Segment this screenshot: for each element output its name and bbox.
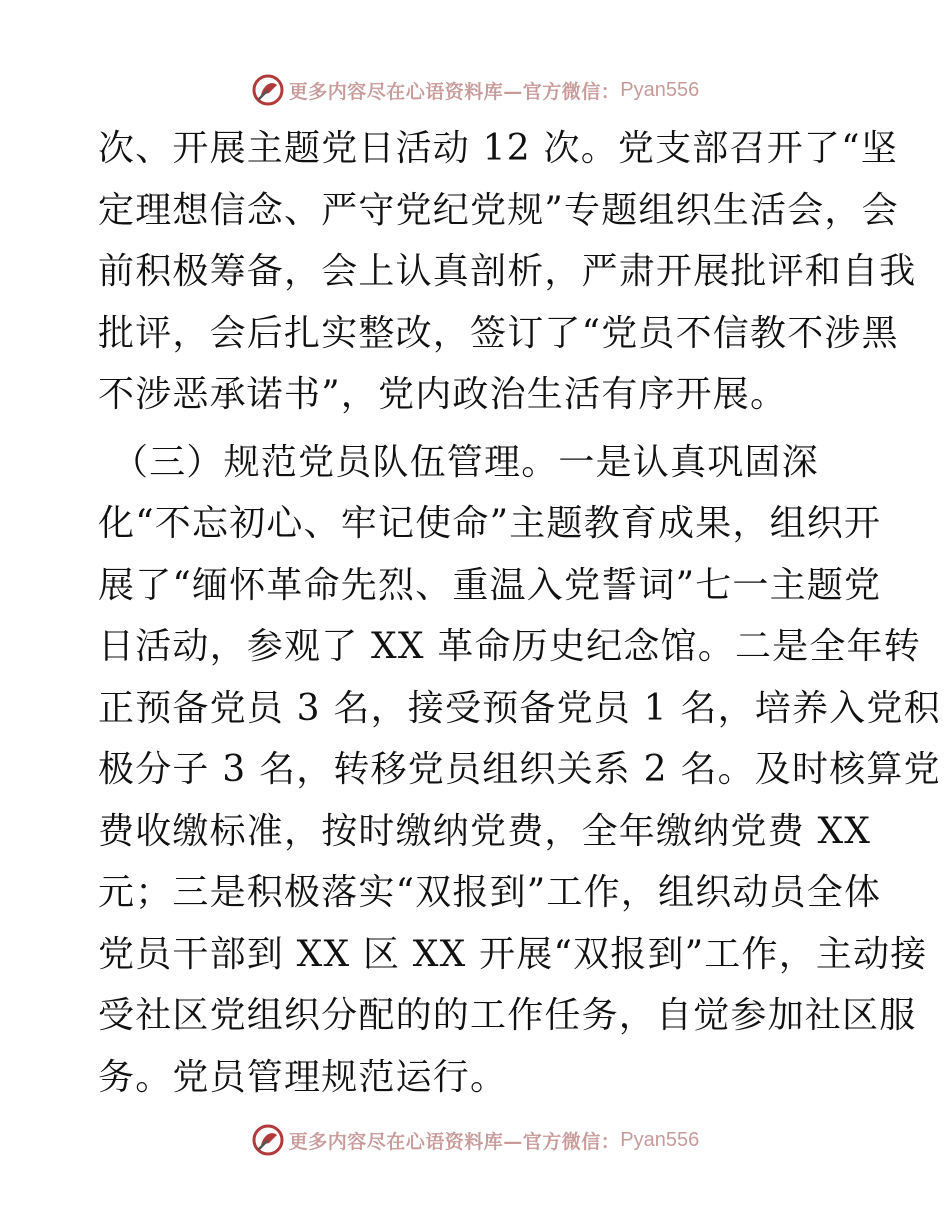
brand-logo-icon	[251, 73, 285, 107]
text-line: 元；三是积极落实“双报到”工作，组织动员全体	[98, 872, 882, 913]
text-line: 正预备党员 3 名，接受预备党员 1 名，培养入党积	[98, 687, 941, 729]
text-line: 极分子 3 名，转移党员组织关系 2 名。及时核算党	[98, 749, 941, 790]
paragraph-1	[98, 118, 917, 426]
watermark-text: 更多内容尽在心语资料库—官方微信：	[288, 80, 621, 103]
text-line: 不涉恶承诺书”，党内政治生活有序开展。	[98, 374, 788, 415]
section-heading-line: （三）规范党员队伍管理。一是认真巩固深	[112, 441, 819, 483]
brand-logo-icon	[251, 1123, 285, 1157]
text-line: 日活动，参观了 XX 革命历史纪念馆。二是全年转	[98, 626, 921, 667]
text-line: 党员干部到 XX 区 XX 开展“双报到”工作，主动接	[98, 933, 928, 975]
text-line: 批评，会后扎实整改，签订了“党员不信教不涉黑	[98, 312, 899, 354]
text-line: 前积极筹备，会上认真剖析，严肃开展批评和自我	[98, 251, 917, 292]
text-line: 受社区党组织分配的的工作任务，自觉参加社区服	[98, 995, 917, 1036]
text-line: 展了“缅怀革命先烈、重温入党誓词”七一主题党	[98, 564, 882, 606]
text-line: 次、开展主题党日活动 12 次。党支部召开了“坚	[98, 128, 898, 169]
text-line: 化“不忘初心、牢记使命”主题教育成果，组织开	[98, 503, 882, 544]
watermark-wechat-id: Pyan556	[620, 78, 700, 101]
watermark-wechat-id: Pyan556	[620, 1128, 700, 1151]
footer-watermark	[0, 1120, 950, 1160]
text-line: 定理想信念、严守党纪党规”专题组织生活会，会	[98, 189, 899, 231]
header-watermark	[0, 70, 950, 110]
document-body	[98, 118, 941, 1108]
paragraph-2	[98, 432, 941, 1109]
text-line: 务。党员管理规范运行。	[98, 1056, 508, 1098]
watermark-text: 更多内容尽在心语资料库—官方微信：	[288, 1130, 621, 1153]
text-line: 费收缴标准，按时缴纳党费，全年缴纳党费 XX	[98, 810, 872, 852]
